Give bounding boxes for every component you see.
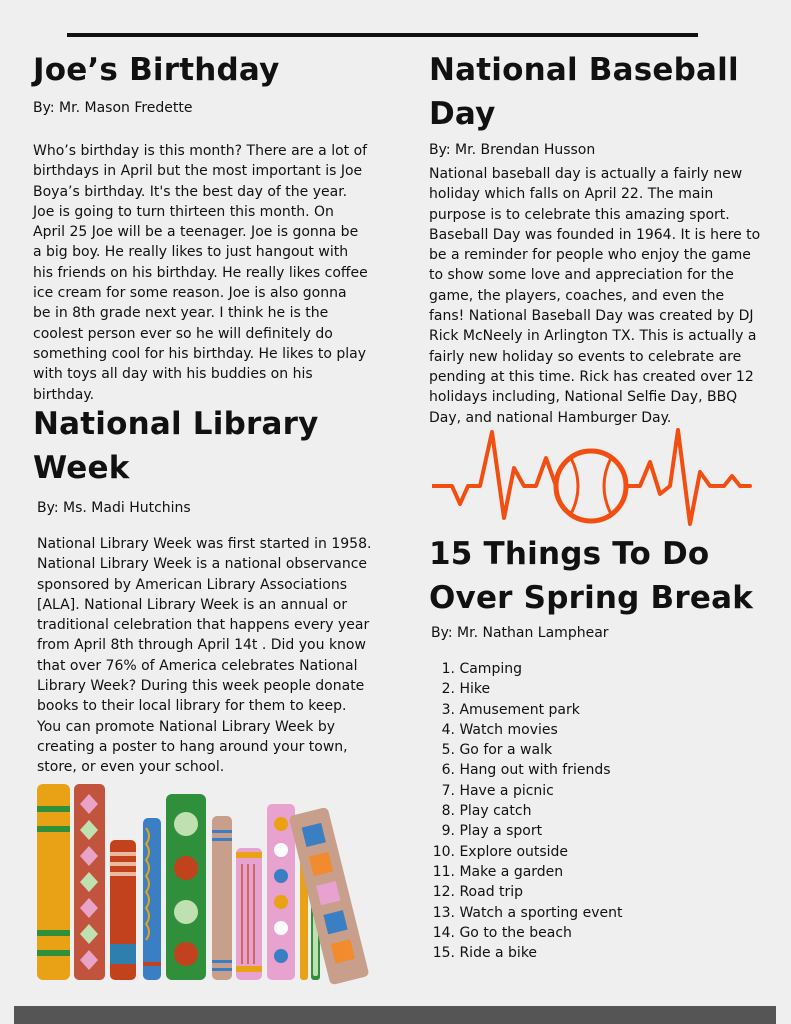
- book-yellow: [37, 784, 70, 980]
- list-item: 4. Watch movies: [441, 721, 558, 738]
- footer-bar: [14, 1006, 776, 1024]
- joe-birthday-byline: By: Mr. Mason Fredette: [33, 100, 193, 116]
- library-week-byline: By: Ms. Madi Hutchins: [37, 500, 191, 516]
- list-item: 11. Make a garden: [432, 863, 564, 880]
- library-week-body: National Library Week was first started in 1958. National Library Week is a national observance sponsored by American Library Associations [ALA]. National Library Week is an annual or traditional celebration that happens every year from April 8th through April 14t . Did you know that over 76% of America celebrates National Library Week? During this week people donate books to their local library for them to keep. You can promote National Library Week by creating a poster to hang around your town, store, or even your school.: [37, 536, 372, 776]
- list-item: 1. Camping: [441, 661, 522, 677]
- list-item: 2. Hike: [441, 681, 491, 698]
- spring-break-title: 15 Things To Do Over Spring Break: [429, 536, 754, 616]
- baseball-day-title: National Baseball Day: [429, 52, 739, 132]
- list-item: 7. Have a picnic: [441, 782, 554, 799]
- spring-break-byline: By: Mr. Nathan Lamphear: [431, 625, 609, 641]
- book-blue: [143, 818, 161, 980]
- spring-break-list: [431, 659, 622, 963]
- list-item: 12. Road trip: [432, 884, 524, 901]
- list-item: 10. Explore outside: [432, 843, 569, 860]
- list-item: 15. Ride a bike: [432, 945, 538, 962]
- library-week-title: National Library Week: [33, 406, 319, 486]
- book-rust: [110, 840, 136, 980]
- book-red-diamonds: [74, 784, 105, 980]
- list-item: 9. Play a sport: [441, 823, 543, 840]
- list-item: 13. Watch a sporting event: [432, 904, 623, 921]
- list-item: 14. Go to the beach: [432, 924, 572, 941]
- list-item: 5. Go for a walk: [441, 742, 553, 759]
- baseball-day-byline: By: Mr. Brendan Husson: [429, 142, 596, 158]
- book-pink-stripes: [236, 848, 262, 980]
- list-item: 3. Amusement park: [441, 701, 580, 718]
- joe-birthday-title: Joe’s Birthday: [33, 52, 280, 88]
- list-item: 8. Play catch: [441, 803, 532, 820]
- top-divider: [67, 33, 698, 37]
- list-item: 6. Hang out with friends: [441, 762, 611, 779]
- baseball-day-body: National baseball day is actually a fairly new holiday which falls on April 22. The main purpose is to celebrate this amazing sport. Baseball Day was founded in 1964. It is here to be a reminder for people who enjoy the game to show some love and appreciation for the game, the players, coaches, and even the fans! National Baseball Day was created by DJ Rick McNeely in Arlington TX. This is actually a fairly new holiday so events to celebrate are pending at this time. Rick has created over 12 holidays including, National Selfie Day, BBQ Day, and national Hamburger Day.: [429, 166, 761, 426]
- books-illustration: [34, 780, 389, 985]
- baseball-heartbeat-icon: [432, 428, 752, 528]
- book-green: [166, 794, 206, 980]
- joe-birthday-body: Who’s birthday is this month? There are a lot of birthdays in April but the most important is Joe Boya’s birthday. It's the best day of the year. Joe is going to turn thirteen this month. On April 25 Joe will be a teenager. Joe is gonna be a big boy. He really likes to just hangout with his friends on his birthday. He really likes coffee ice cream for some reason. Joe is also gonna be in 8th grade next year. I think he is the coolest person ever so he will definitely do something cool for his birthday. He likes to play with toys all day with his buddies on his birthday.: [33, 143, 368, 403]
- book-pink-flowers: [267, 804, 295, 980]
- book-tan: [212, 816, 232, 980]
